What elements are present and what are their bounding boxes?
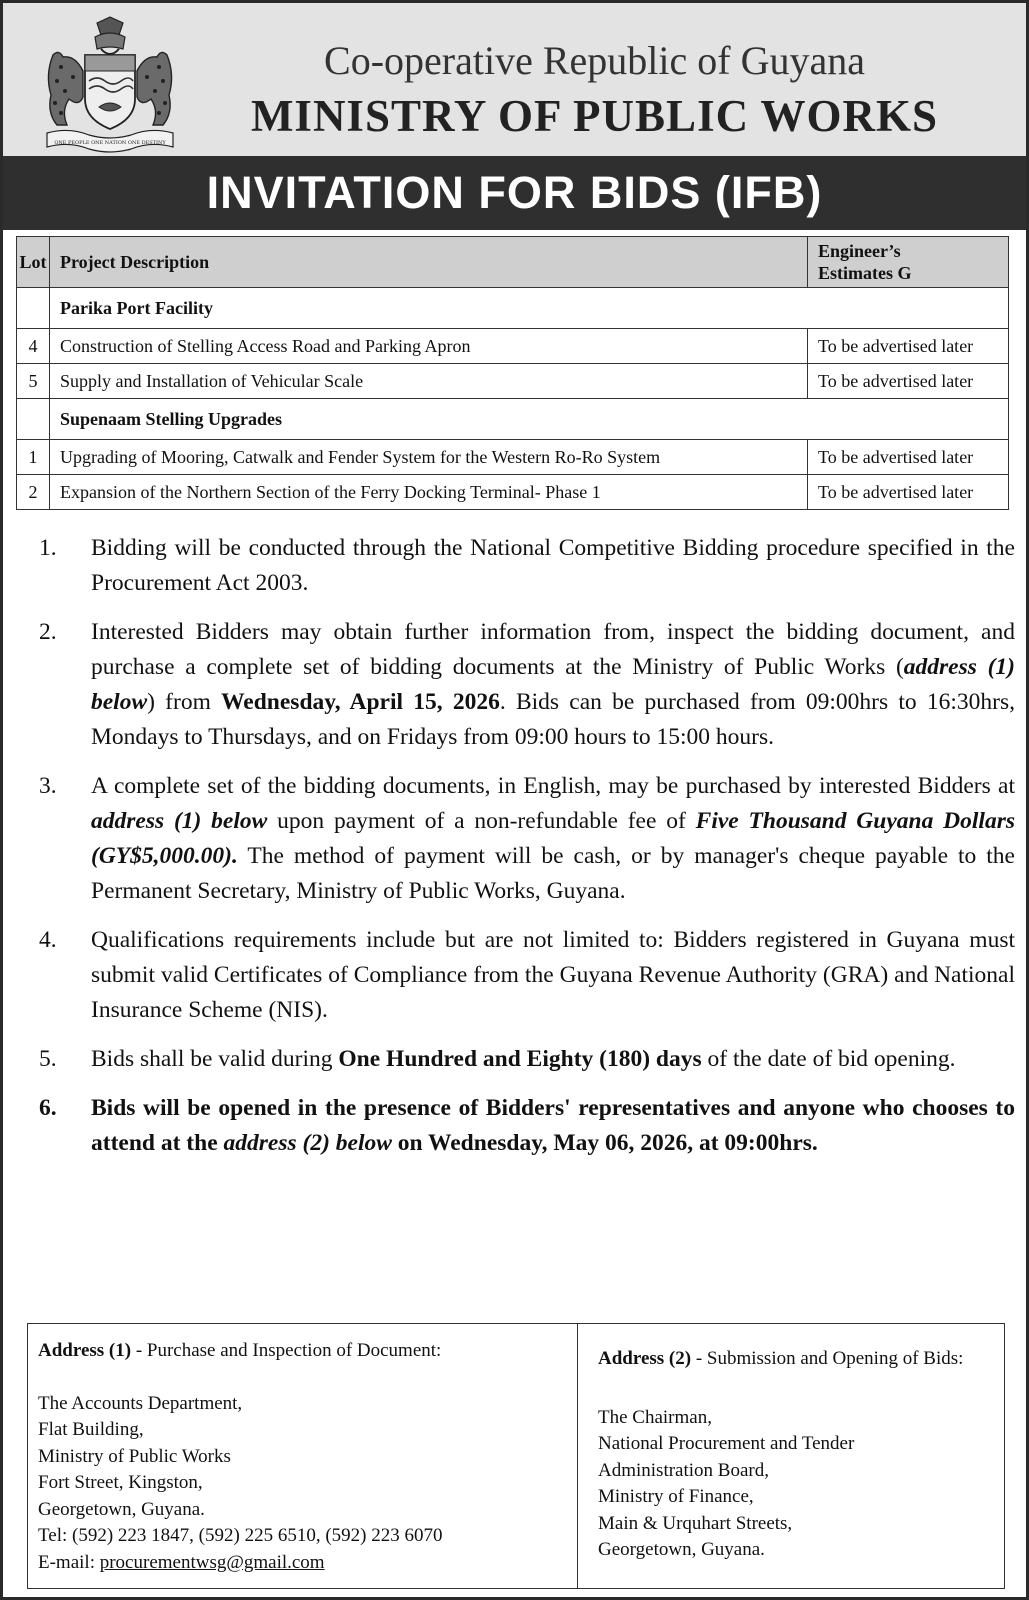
estimate-column-header: Engineer’s Estimates G [808, 237, 1009, 288]
clause-text: on Wednesday, May 06, 2026, at 09:00hrs. [391, 1130, 818, 1156]
address-line: Main & Urquhart Streets, [598, 1512, 793, 1534]
address-line: Georgetown, Guyana. [38, 1498, 205, 1520]
address-line: Georgetown, Guyana. [598, 1539, 765, 1560]
clause-text: . Bids can be purchased from 09:00hrs to 16:30hrs, Mondays to Thursdays, and on Fridays from 09:00 hours to 15:00 hours. [91, 689, 1015, 750]
svg-text:ONE PEOPLE ONE NATION ONE DEST: ONE PEOPLE ONE NATION ONE DESTINY [54, 140, 166, 146]
table-header-row [17, 237, 1009, 288]
clause-3 [39, 769, 1015, 909]
clause-text: address (2) below [223, 1130, 392, 1156]
address-box [27, 1323, 1005, 1589]
address-line: Administration Board, [598, 1459, 769, 1481]
telephone: Tel: (592) 223 1847, (592) 225 6510, (592) 223 6070 [38, 1525, 443, 1546]
lot-column-header: Lot [17, 237, 50, 288]
clause-2 [39, 615, 1015, 755]
project-description: Upgrading of Mooring, Catwalk and Fender System for the Western Ro-Ro System [50, 440, 808, 475]
clause-text: Wednesday, April 15, 2026 [221, 689, 500, 715]
address-line: The Chairman, [598, 1406, 712, 1428]
clause-4 [39, 923, 1015, 1028]
table-row [17, 440, 1009, 475]
clause-text: One Hundred and Eighty (180) days [338, 1046, 702, 1072]
address-1 [28, 1324, 578, 1588]
clause-text: Five Thousand Guyana Dollars (GY$5,000.00). [91, 808, 1015, 869]
table-row [17, 475, 1009, 510]
clause-6 [39, 1091, 1015, 1161]
clause-text: Qualifications requirements include but are not limited to: Bidders registered in Guyana must submit valid Certificates of Compliance from the Guyana Revenue Authority (GRA) and National Insurance Scheme (NIS). [91, 927, 1015, 1023]
clause-text: Bidding will be conducted through the National Competitive Bidding procedure specified in the Procurement Act 2003. [91, 535, 1015, 596]
clause-text: Interested Bidders may obtain further information from, inspect the bidding document, and purchase a complete set of bidding documents at the Ministry of Public Works ( [91, 619, 1015, 680]
engineer-estimate: To be advertised later [808, 475, 1009, 510]
address-2-heading: Address (2) - Submission and Opening of Bids: [598, 1348, 964, 1369]
address-line: Ministry of Public Works [38, 1445, 231, 1467]
project-description: Construction of Stelling Access Road and Parking Apron [50, 329, 808, 364]
ministry-name: MINISTRY OF PUBLIC WORKS [250, 91, 939, 141]
lot-number: 1 [17, 440, 50, 475]
clause-text: Bids will be opened in the presence of Bidders' representatives and anyone who chooses to attend at the [91, 1095, 1015, 1156]
address-line: Fort Street, Kingston, [38, 1472, 203, 1493]
clause-5 [39, 1042, 1015, 1077]
clause-number: 5. [39, 1046, 57, 1072]
table-row [17, 364, 1009, 399]
address-1-heading: Address (1) - Purchase and Inspection of Document: [38, 1340, 442, 1361]
engineer-estimate: To be advertised later [808, 329, 1009, 364]
clause-number: 6. [39, 1095, 57, 1121]
clause-text: ) from [147, 689, 222, 715]
header [3, 3, 1026, 156]
email-line: E-mail: procurementwsg@gmail.com [38, 1551, 325, 1573]
clause-text: The method of payment will be cash, or by manager's cheque payable to the Permanent Secretary, Ministry of Public Works, Guyana. [91, 843, 1015, 904]
country-name: Co-operative Republic of Guyana [324, 38, 865, 83]
coat-of-arms-icon [39, 15, 181, 153]
ifb-title-banner: INVITATION FOR BIDS (IFB) [3, 156, 1026, 230]
address-line: Ministry of Finance, [598, 1486, 754, 1507]
table-group-row [17, 288, 1009, 329]
address-2 [578, 1324, 1004, 1588]
lot-number: 5 [17, 364, 50, 399]
address-line: National Procurement and Tender [598, 1433, 855, 1454]
clause-number: 3. [39, 773, 57, 799]
table-group-row [17, 399, 1009, 440]
lots-table [16, 236, 1009, 510]
address-line: Flat Building, [38, 1419, 144, 1440]
clause-1 [39, 531, 1015, 601]
clause-number: 1. [39, 535, 57, 561]
table-row [17, 329, 1009, 364]
bid-clauses [39, 531, 1015, 1175]
engineer-estimate: To be advertised later [808, 364, 1009, 399]
engineer-estimate: To be advertised later [808, 440, 1009, 475]
address-line: The Accounts Department, [38, 1392, 243, 1414]
clause-text: A complete set of the bidding documents, in English, may be purchased by interested Bidders at [91, 773, 1015, 799]
description-column-header: Project Description [50, 237, 808, 288]
clause-text: address (1) below [91, 654, 1015, 715]
lot-number: 2 [17, 475, 50, 510]
group-name: Supenaam Stelling Upgrades [50, 399, 1009, 440]
clause-text: upon payment of a non-refundable fee of [267, 808, 696, 834]
project-description: Expansion of the Northern Section of the Ferry Docking Terminal- Phase 1 [50, 475, 808, 510]
project-description: Supply and Installation of Vehicular Scale [50, 364, 808, 399]
clause-number: 2. [39, 619, 57, 645]
email-link[interactable]: procurementwsg@gmail.com [99, 1551, 325, 1573]
lot-number: 4 [17, 329, 50, 364]
clause-text: address (1) below [91, 808, 268, 834]
clause-text: Bids shall be valid during [91, 1046, 339, 1072]
clause-text: of the date of bid opening. [701, 1046, 956, 1072]
group-name: Parika Port Facility [50, 288, 1009, 329]
clause-number: 4. [39, 927, 57, 953]
